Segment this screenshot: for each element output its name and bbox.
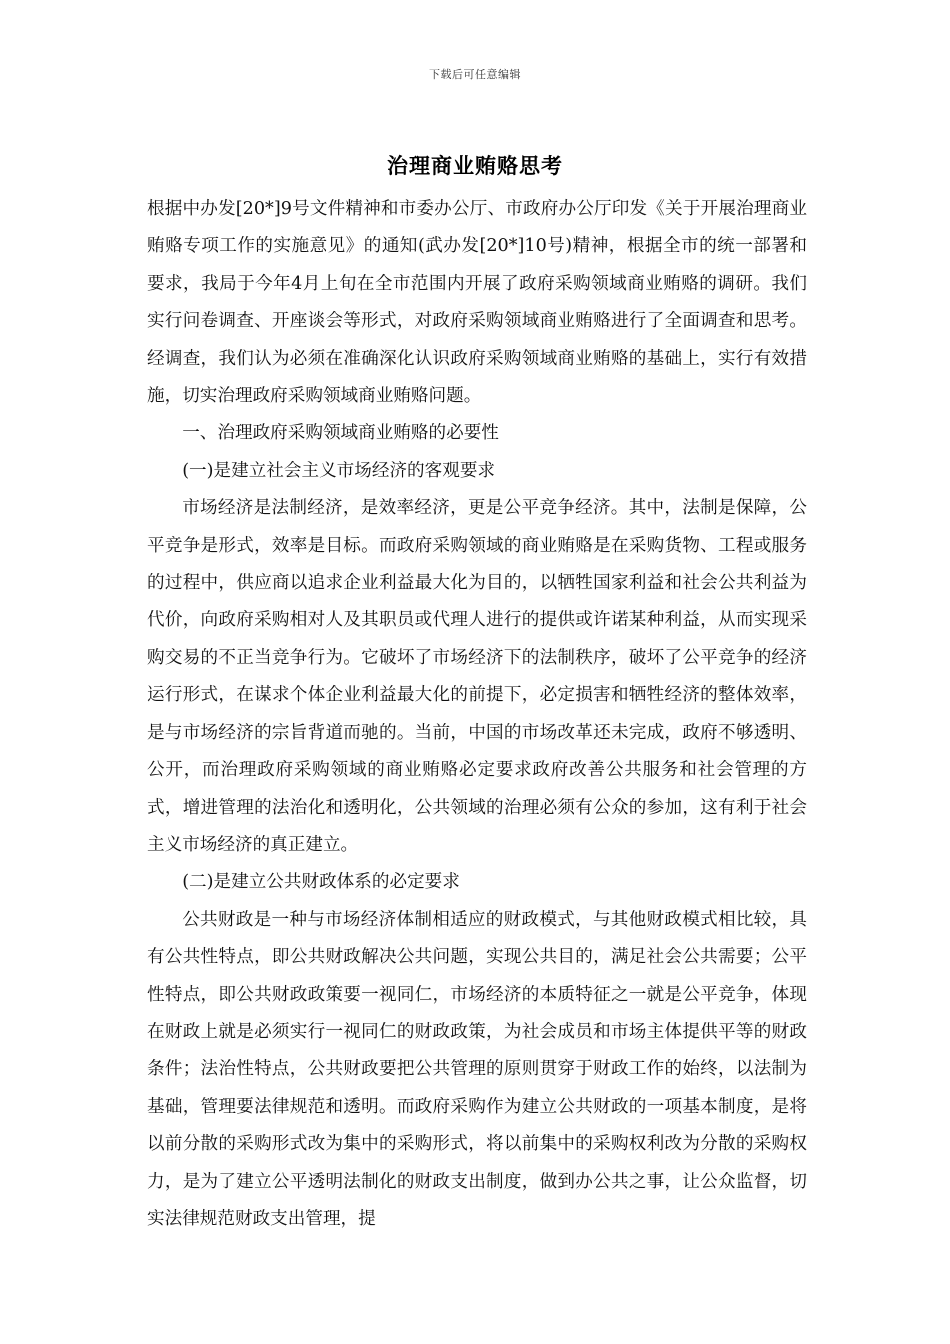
section-heading-1: 一、治理政府采购领域商业贿赂的必要性	[182, 423, 499, 444]
body-paragraph-public-finance: 公共财政是一种与市场经济体制相适应的财政模式，与其他财政模式相比较，具有公共性特点，即公共财政解决公共问题，实现公共目的，满足社会公共需要；公平性特点，即公共财政政策要一视同仁，市场经济的本质特征之一就是公平竞争，体现在财政上就是必须实行一视同仁的财政政策，为社会成员和市场主体提供平等的财政条件；法治性特点，公共财政要把公共管理的原则贯穿于财政工作的始终，以法制为基础，管理要法律规范和透明。而政府采购作为建立公共财政的一项基本制度，是将以前分散的采购形式改为集中的采购形式，将以前集中的采购权利改为分散的采购权力，是为了建立公平透明法制化的财政支出制度，做到办公共之事，让公众监督，切实法律规范财政支出管理，提	[147, 909, 807, 1229]
page-header-note: 下载后可任意编辑	[429, 68, 521, 81]
subsection-heading-1: (一)是建立社会主义市场经济的客观要求	[182, 460, 496, 481]
intro-paragraph: 根据中办发[20*]9号文件精神和市委办公厅、市政府办公厅印发《关于开展治理商业贿赂专项工作的实施意见》的通知(武办发[20*]10号)精神，根据全市的统一部署和要求，我局于今年4月上旬在全市范围内开展了政府采购领域商业贿赂的调研。我们实行问卷调查、开座谈会等形式，对政府采购领域商业贿赂进行了全面调查和思考。经调查，我们认为必须在准确深化认识政府采购领域商业贿赂的基础上，实行有效措施，切实治理政府采购领域商业贿赂问题。	[147, 199, 807, 407]
body-paragraph-market-economy: 市场经济是法制经济，是效率经济，更是公平竞争经济。其中，法制是保障，公平竞争是形式，效率是目标。而政府采购领域的商业贿赂是在采购货物、工程或服务的过程中，供应商以追求企业利益最大化为目的，以牺牲国家利益和社会公共利益为代价，向政府采购相对人及其职员或代理人进行的提供或许诺某种利益，从而实现采购交易的不正当竞争行为。它破坏了市场经济下的法制秩序，破坏了公平竞争的经济运行形式，在谋求个体企业利益最大化的前提下，必定损害和牺牲经济的整体效率，是与市场经济的宗旨背道而驰的。当前，中国的市场改革还未完成，政府不够透明、公开，而治理政府采购领域的商业贿赂必定要求政府改善公共服务和社会管理的方式，增进管理的法治化和透明化，公共领域的治理必须有公众的参加，这有利于社会主义市场经济的真正建立。	[147, 498, 807, 855]
document-body	[147, 191, 807, 1238]
document-title: 治理商业贿赂思考	[387, 153, 563, 178]
subsection-heading-2: (二)是建立公共财政体系的必定要求	[182, 872, 460, 893]
